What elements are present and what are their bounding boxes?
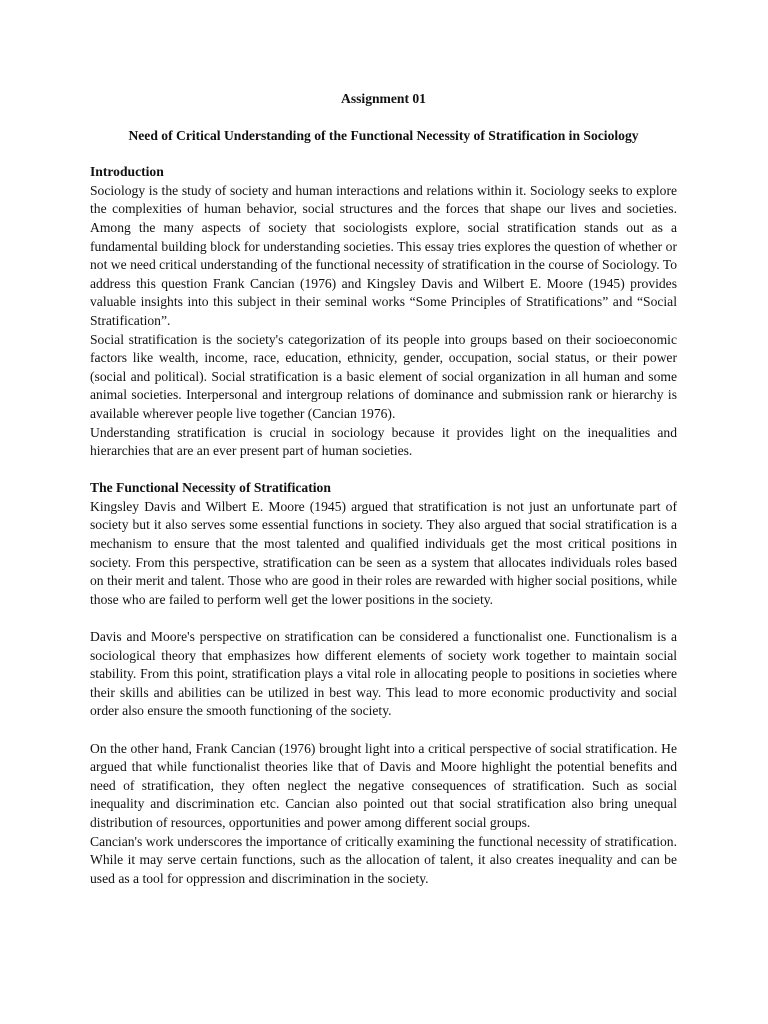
paragraph: Cancian's work underscores the importance of critically examining the functional necessity of stratification. While it may serve certain functions, such as the allocation of talent, it also creates inequality and can be used as a tool for oppression and discrimination in the society. (90, 833, 677, 886)
section-heading: The Functional Necessity of Stratification (90, 480, 331, 496)
assignment-title: Assignment 01 (341, 91, 426, 106)
paragraph: Kingsley Davis and Wilbert E. Moore (1945) argued that stratification is not just an unfortunate part of society but it also serves some essential functions in society. They also argued that social stratification is a mechanism to ensure that the most talented and qualified individuals get the most critical positions in society. From this perspective, stratification can be seen as a system that allocates individuals roles based on their merit and talent. Those who are good in their roles are rewarded with higher social positions, while those who are failed to perform well get the lower positions in the society. (90, 498, 677, 607)
section-heading: Introduction (90, 164, 164, 180)
section-introduction (90, 163, 677, 461)
document-page (90, 90, 677, 888)
document-title: Need of Critical Understanding of the Functional Necessity of Stratification in Sociology (128, 127, 639, 143)
paragraph: Social stratification is the society's categorization of its people into groups based on their socioeconomic factors like wealth, income, race, education, ethnicity, gender, occupation, social status, or their power (social and political). Social stratification is a basic element of social organization in all human and some animal societies. Interpersonal and intergroup relations of dominance and submission rank or hierarchy is available wherever people live together (Cancian 1976). (90, 331, 677, 421)
section-functional-necessity (90, 479, 677, 888)
paragraph: Understanding stratification is crucial in sociology because it provides light on the inequalities and hierarchies that are an ever present part of human societies. (90, 424, 677, 459)
paragraph: Davis and Moore's perspective on stratification can be considered a functionalist one. Functionalism is a sociological theory that emphasizes how different elements of society work together to maintain social stability. From this point, stratification plays a vital role in allocating people to positions in societies where their skills and abilities can be utilized in best way. This lead to more economic productivity and social order also ensure the smooth functioning of the society. (90, 629, 677, 719)
paragraph: On the other hand, Frank Cancian (1976) brought light into a critical perspective of social stratification. He argued that while functionalist theories like that of Davis and Moore highlight the potential benefits and need of stratification, they often neglect the negative consequences of stratification. Such as social inequality and discrimination etc. Cancian also pointed out that social stratification also bring unequal distribution of resources, opportunities and power among different social groups. (90, 740, 677, 830)
paragraph: Sociology is the study of society and human interactions and relations within it. Sociology seeks to explore the complexities of human behavior, social structures and the forces that shape our lives and societies. Among the many aspects of society that sociologists explore, social stratification stands out as a fundamental building block for understanding societies. This essay tries explores the question of whether or not we need critical understanding of the functional necessity of stratification in the course of Sociology. To address this question Frank Cancian (1976) and Kingsley Davis and Wilbert E. Moore (1945) provides valuable insights into this subject in their seminal works “Some Principles of Stratifications” and “Social Stratification”. (90, 182, 677, 328)
